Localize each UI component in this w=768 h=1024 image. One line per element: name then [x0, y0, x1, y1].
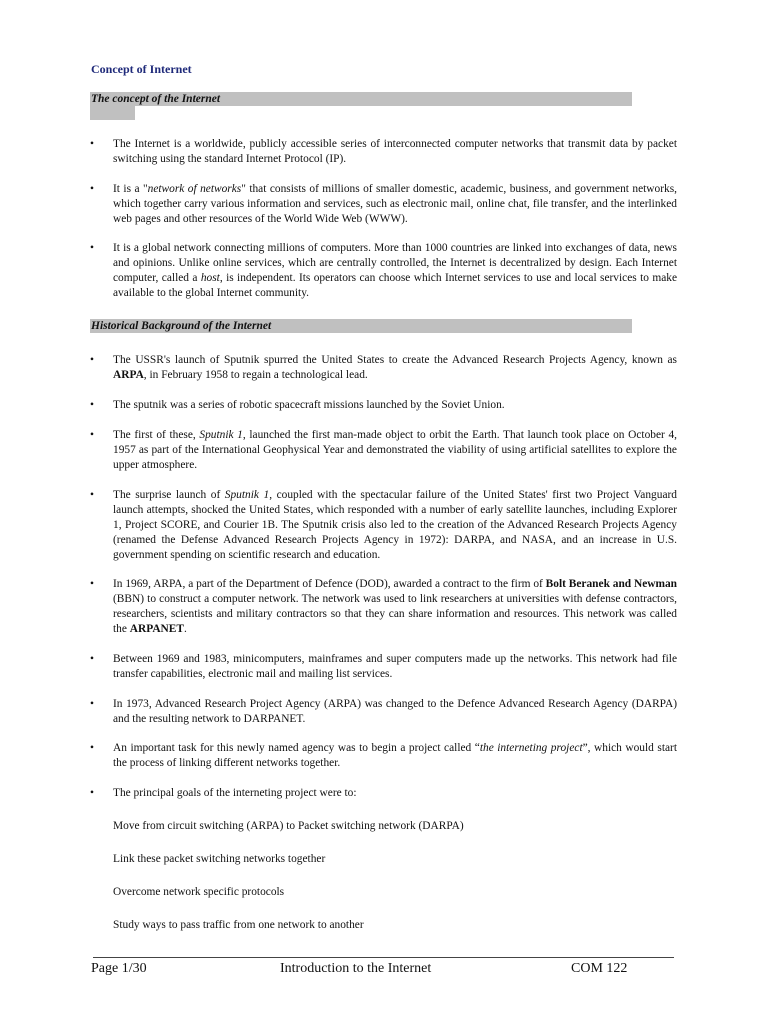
- bullet-marker: •: [90, 354, 94, 366]
- list-item: [90, 652, 677, 682]
- list-item: [90, 182, 677, 227]
- bullet-text: In 1973, Advanced Research Project Agency (ARPA) was changed to the Defence Advanced Research Agency (DARPA) and the resulting network to DARPANET.: [113, 698, 677, 725]
- heading-bar-extension: [90, 106, 135, 120]
- list-item: [90, 398, 677, 413]
- bullet-marker: •: [90, 787, 94, 799]
- bullet-text: In 1969, ARPA, a part of the Department of Defence (DOD), awarded a contract to the firm of Bolt Beranek and Newman (BBN) to construct a computer network. The network was used to link researchers at universities with defense contractors, researchers, scientists and military contractors so that they can share information and resources. This network was called the ARPANET.: [113, 578, 677, 635]
- bullet-marker: •: [90, 489, 94, 501]
- footer-course-code: COM 122: [571, 961, 628, 976]
- footer-title: Introduction to the Internet: [280, 961, 432, 976]
- bullet-text: It is a global network connecting millions of computers. More than 1000 countries are linked into exchanges of data, news and opinions. Unlike online services, which are centrally controlled, the Internet is decentralized by design. Each Internet computer, called a host, is independent. Its operators can choose which Internet services to use and local services to make available to the global Internet community.: [113, 242, 677, 299]
- bullet-text: Between 1969 and 1983, minicomputers, mainframes and super computers made up the networks. This network had file transfer capabilities, electronic mail and mailing list services.: [113, 653, 677, 680]
- bullet-text: The USSR's launch of Sputnik spurred the United States to create the Advanced Research Projects Agency, known as ARPA, in February 1958 to regain a technological lead.: [113, 354, 677, 381]
- list-item: [90, 488, 677, 563]
- section-heading-history: Historical Background of the Internet: [90, 319, 632, 333]
- bullet-text: The Internet is a worldwide, publicly accessible series of interconnected computer networks that transmit data by packet switching using the standard Internet Protocol (IP).: [113, 138, 677, 165]
- footer-page-number: Page 1/30: [91, 961, 147, 976]
- footer-divider: [93, 957, 674, 958]
- list-item: [90, 577, 677, 637]
- bullet-text: The first of these, Sputnik 1, launched the first man-made object to orbit the Earth. That launch took place on October 4, 1957 as part of the International Geophysical Year and demonstrated the viability of using artificial satellites to explore the upper atmosphere.: [113, 429, 678, 471]
- bullet-marker: •: [90, 242, 94, 254]
- bullet-text: It is a "network of networks" that consists of millions of smaller domestic, academic, business, and government networks, which together carry various information and services, such as electronic mail, online chat, file transfer, and the interlinked web pages and other resources of the World Wide Web (WWW).: [113, 183, 677, 225]
- bullet-marker: •: [90, 429, 94, 441]
- list-item: [90, 241, 677, 301]
- list-item: [90, 741, 677, 771]
- list-item: [90, 697, 677, 727]
- bullet-text: The principal goals of the interneting project were to:: [113, 787, 357, 799]
- goal-item: Overcome network specific protocols: [113, 886, 285, 898]
- bullet-marker: •: [90, 399, 94, 411]
- list-item: [90, 353, 677, 383]
- goal-item: Study ways to pass traffic from one network to another: [113, 919, 364, 931]
- bullet-text: An important task for this newly named agency was to begin a project called “the interneting project”, which would start the process of linking different networks together.: [113, 742, 677, 769]
- document-title: Concept of Internet: [91, 62, 192, 76]
- bullet-marker: •: [90, 578, 94, 590]
- bullet-marker: •: [90, 742, 94, 754]
- bullet-text: The surprise launch of Sputnik 1, coupled with the spectacular failure of the United States' first two Project Vanguard launch attempts, shocked the United States, which responded with a number of early satellite launches, including Explorer 1, Project SCORE, and Courier 1B. The Sputnik crisis also led to the creation of the Advanced Research Projects Agency (renamed the Defense Advanced Research Projects Agency in 1972): DARPA, and NASA, and an increase in U.S. government spending on scientific research and education.: [113, 489, 677, 561]
- goal-item: Link these packet switching networks together: [113, 853, 326, 865]
- bullet-marker: •: [90, 183, 94, 195]
- bullet-text: The sputnik was a series of robotic spacecraft missions launched by the Soviet Union.: [113, 399, 505, 411]
- bullet-marker: •: [90, 698, 94, 710]
- section-heading-concept: The concept of the Internet: [90, 92, 632, 106]
- goal-item: Move from circuit switching (ARPA) to Packet switching network (DARPA): [113, 820, 464, 832]
- list-item: [90, 786, 677, 801]
- list-item: [90, 137, 677, 167]
- list-item: [90, 428, 677, 473]
- bullet-marker: •: [90, 653, 94, 665]
- bullet-marker: •: [90, 138, 94, 150]
